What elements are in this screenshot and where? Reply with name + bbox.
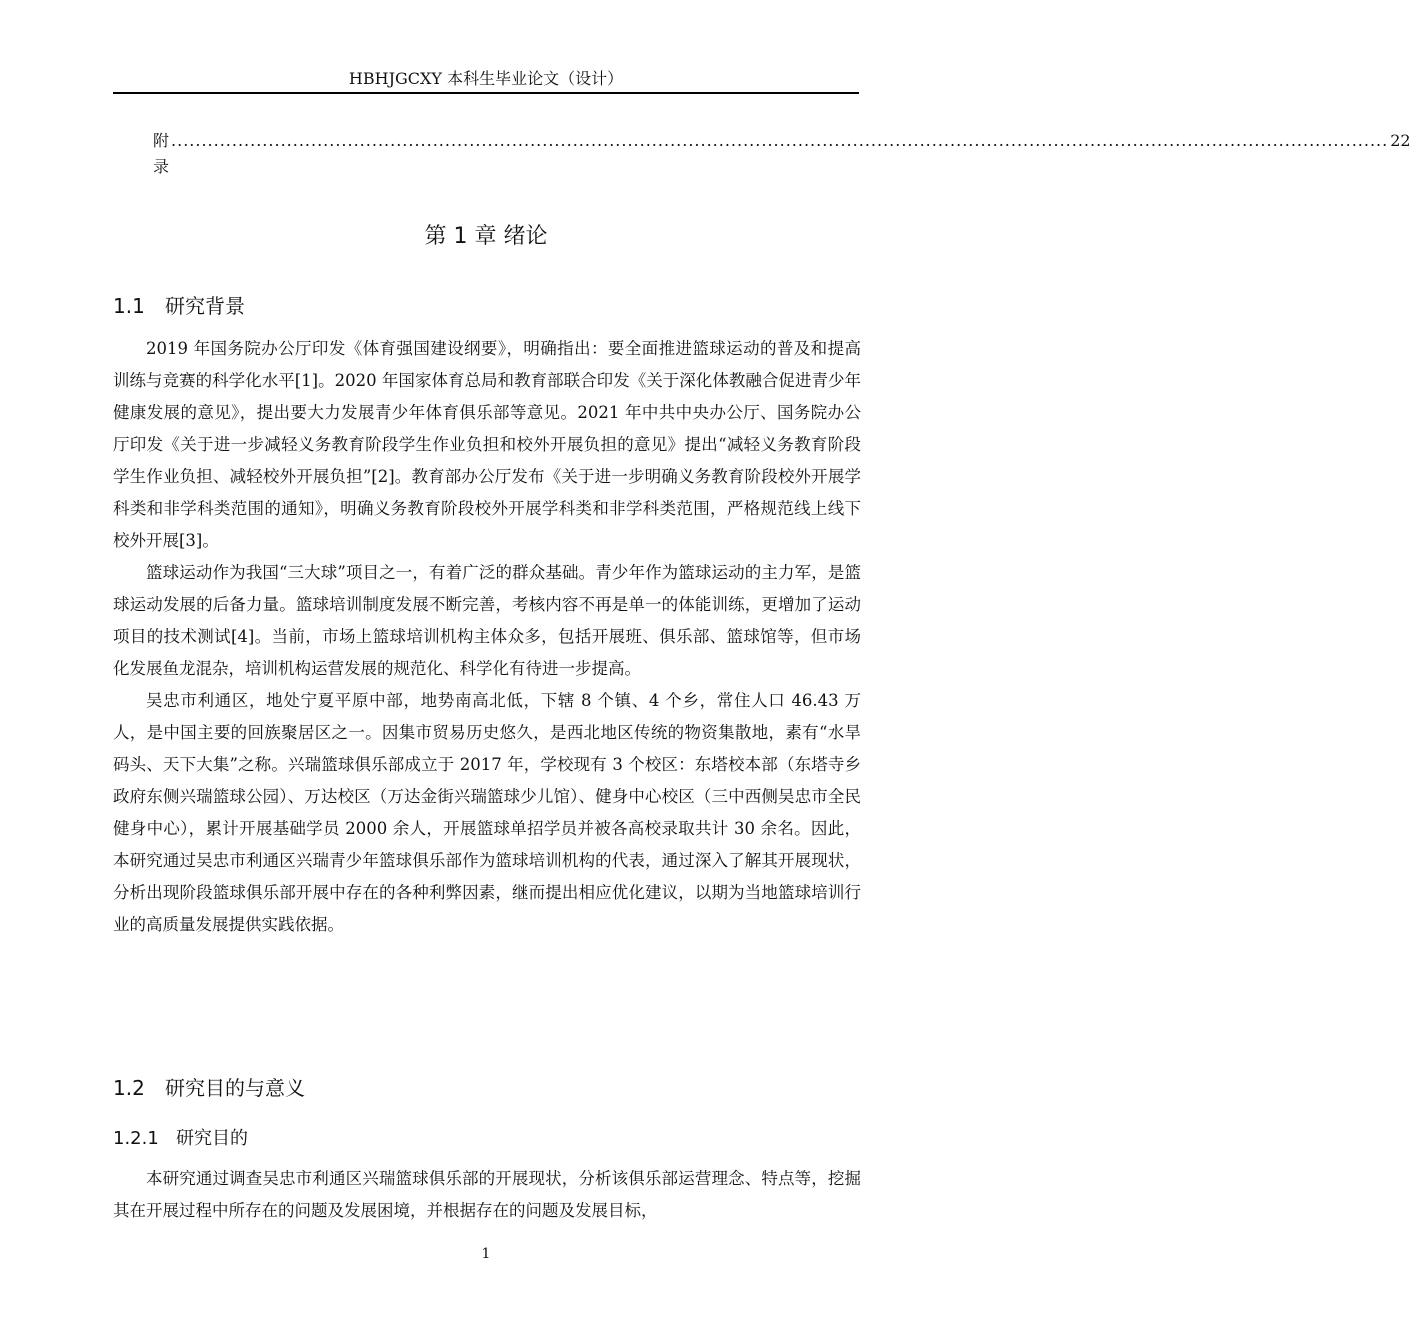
chapter-title-text: 第 1 章 绪论	[424, 224, 548, 249]
section-number: 1.1	[113, 294, 145, 318]
page-header	[113, 68, 859, 94]
subsection-title: 研究目的	[176, 1128, 248, 1149]
section-heading-1-1	[113, 292, 245, 320]
toc-entry-page: 22	[1390, 131, 1411, 150]
subsection-number: 1.2.1	[113, 1128, 159, 1149]
header-title: HBHJGCXY 本科生毕业论文（设计）	[348, 69, 624, 88]
section-title: 研究目的与意义	[165, 1076, 305, 1100]
section-1-1-body	[113, 333, 861, 941]
paragraph: 吴忠市利通区，地处宁夏平原中部，地势南高北低，下辖 8 个镇、4 个乡，常住人口 46.43 万人，是中国主要的回族聚居区之一。因集市贸易历史悠久，是西北地区传统的物资集散地，素有“水旱码头、天下大集”之称。兴瑞篮球俱乐部成立于 2017 年，学校现有 3 个校区：东塔校本部（东塔寺乡政府东侧兴瑞篮球公园）、万达校区（万达金街兴瑞篮球少儿馆）、健身中心校区（三中西侧吴忠市全民健身中心），累计开展基础学员 2000 余人，开展篮球单招学员并被各高校录取共计 30 余名。因此，本研究通过吴忠市利通区兴瑞青少年篮球俱乐部作为篮球培训机构的代表，通过深入了解其开展现状，分析出现阶段篮球俱乐部开展中存在的各种利弊因素，继而提出相应优化建议，以期为当地篮球培训行业的高质量发展提供实践依据。	[113, 691, 861, 934]
section-heading-1-2	[113, 1074, 305, 1102]
toc-entry-label: 附录	[153, 131, 170, 176]
chapter-title	[113, 222, 859, 252]
subsection-heading-1-2-1	[113, 1126, 248, 1152]
paragraph: 2019 年国务院办公厅印发《体育强国建设纲要》，明确指出：要全面推进篮球运动的普及和提高训练与竞赛的科学化水平[1]。2020 年国家体育总局和教育部联合印发《关于深化体教融合促进青少年健康发展的意见》，提出要大力发展青少年体育俱乐部等意见。2021 年中共中央办公厅、国务院办公厅印发《关于进一步减轻义务教育阶段学生作业负担和校外开展负担的意见》提出“减轻义务教育阶段学生作业负担、减轻校外开展负担”[2]。教育部办公厅发布《关于进一步明确义务教育阶段校外开展学科类和非学科类范围的通知》，明确义务教育阶段校外开展学科类和非学科类范围，严格规范线上线下校外开展[3]。	[113, 339, 861, 550]
toc-entry-appendix[interactable]	[153, 128, 1411, 180]
section-number: 1.2	[113, 1076, 145, 1100]
section-1-2-1-body	[113, 1163, 861, 1227]
page-number-text: 1	[481, 1246, 491, 1262]
paragraph: 本研究通过调查吴忠市利通区兴瑞篮球俱乐部的开展现状，分析该俱乐部运营理念、特点等，挖掘其在开展过程中所存在的问题及发展困境，并根据存在的问题及发展目标，	[113, 1169, 861, 1220]
toc-dot-leader: ........................................................................................................................................................................................................	[171, 131, 1389, 150]
section-title: 研究背景	[165, 294, 245, 318]
page-number	[113, 1246, 859, 1262]
paragraph: 篮球运动作为我国“三大球”项目之一，有着广泛的群众基础。青少年作为篮球运动的主力军，是篮球运动发展的后备力量。篮球培训制度发展不断完善，考核内容不再是单一的体能训练，更增加了运动项目的技术测试[4]。当前，市场上篮球培训机构主体众多，包括开展班、俱乐部、篮球馆等，但市场化发展鱼龙混杂，培训机构运营发展的规范化、科学化有待进一步提高。	[113, 563, 861, 678]
